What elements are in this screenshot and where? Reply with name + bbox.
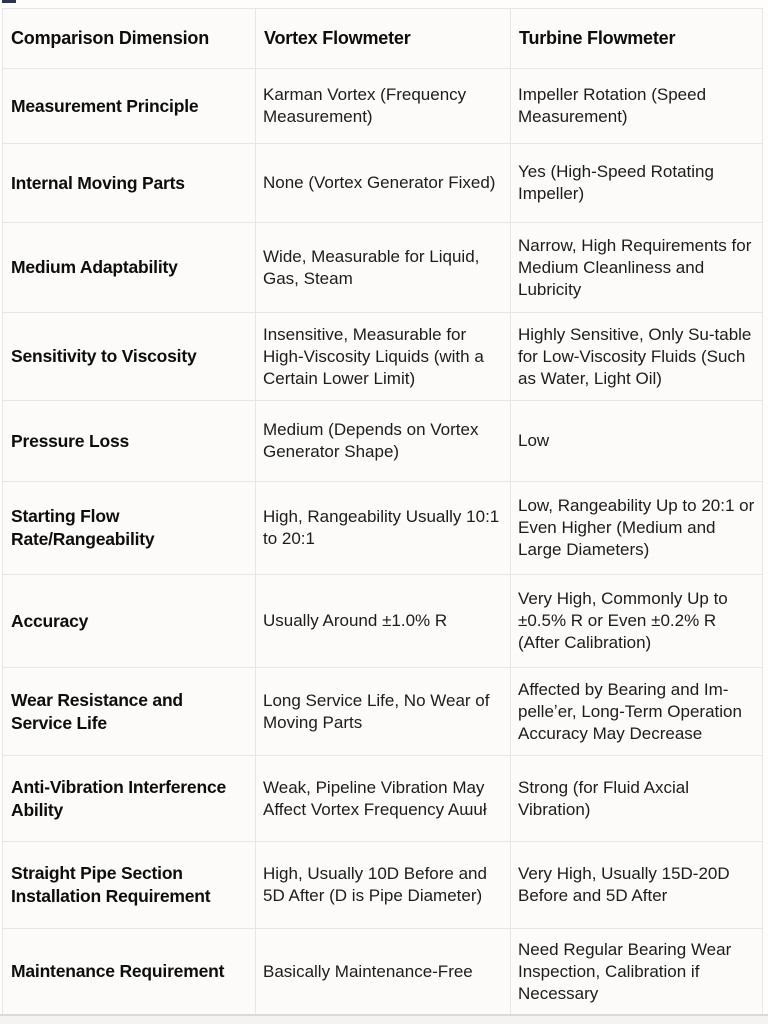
vortex-cell: Wide, Measurable for Liquid, Gas, Steam — [256, 223, 511, 313]
table-row — [3, 756, 763, 842]
row-label: Measurement Principle — [3, 69, 256, 144]
turbine-cell: Impeller Rotation (Speed Measurement) — [511, 69, 763, 144]
bottom-edge — [0, 1014, 768, 1024]
turbine-cell: Need Regular Bearing Wear Inspection, Calibration if Necessary — [511, 929, 763, 1015]
table-row — [3, 144, 763, 223]
table-row — [3, 668, 763, 756]
row-label: Accuracy — [3, 575, 256, 668]
table-row — [3, 929, 763, 1015]
row-label: Sensitivity to Viscosity — [3, 313, 256, 401]
table-row — [3, 482, 763, 575]
table-row — [3, 401, 763, 482]
vortex-cell: Medium (Depends on Vortex Generator Shape) — [256, 401, 511, 482]
column-header-turbine-flowmeter: Turbine Flowmeter — [511, 9, 763, 69]
row-label: Starting Flow Rate/Rangeability — [3, 482, 256, 575]
row-label: Wear Resistance and Service Life — [3, 668, 256, 756]
turbine-cell: Very High, Commonly Up to ±0.5% R or Even ±0.2% R (After Calibration) — [511, 575, 763, 668]
row-label: Straight Pipe Section Installation Requirement — [3, 842, 256, 929]
turbine-cell: Low, Rangeability Up to 20:1 or Even Higher (Medium and Large Diameters) — [511, 482, 763, 575]
row-label: Maintenance Requirement — [3, 929, 256, 1015]
vortex-cell: Long Service Life, No Wear of Moving Parts — [256, 668, 511, 756]
turbine-cell: Highly Sensitive, Only Su-table for Low-Viscosity Fluids (Such as Water, Light Oil) — [511, 313, 763, 401]
vortex-cell: High, Rangeability Usually 10:1 to 20:1 — [256, 482, 511, 575]
turbine-cell: Low — [511, 401, 763, 482]
corner-artifact — [2, 0, 16, 3]
table-row — [3, 313, 763, 401]
flowmeter-comparison-table — [2, 8, 763, 1015]
column-header-comparison-dimension: Comparison Dimension — [3, 9, 256, 69]
vortex-cell: None (Vortex Generator Fixed) — [256, 144, 511, 223]
turbine-cell: Affected by Bearing and Im-pelleʼer, Long-Term Operation Accuracy May Decrease — [511, 668, 763, 756]
table-row — [3, 842, 763, 929]
table-row — [3, 223, 763, 313]
turbine-cell: Narrow, High Requirements for Medium Cleanliness and Lubricity — [511, 223, 763, 313]
turbine-cell: Strong (for Fluid Axcial Vibration) — [511, 756, 763, 842]
vortex-cell: Karman Vortex (Frequency Measurement) — [256, 69, 511, 144]
vortex-cell: Insensitive, Measurable for High-Viscosity Liquids (with a Certain Lower Limit) — [256, 313, 511, 401]
header-row — [3, 9, 763, 69]
column-header-vortex-flowmeter: Vortex Flowmeter — [256, 9, 511, 69]
table-row — [3, 575, 763, 668]
row-label: Pressure Loss — [3, 401, 256, 482]
row-label: Anti-Vibration Interference Ability — [3, 756, 256, 842]
table-row — [3, 69, 763, 144]
vortex-cell: Usually Around ±1.0% R — [256, 575, 511, 668]
row-label: Internal Moving Parts — [3, 144, 256, 223]
vortex-cell: Weak, Pipeline Vibration May Affect Vortex Frequency Aɯuł — [256, 756, 511, 842]
vortex-cell: Basically Maintenance-Free — [256, 929, 511, 1015]
turbine-cell: Yes (High-Speed Rotating Impeller) — [511, 144, 763, 223]
vortex-cell: High, Usually 10D Before and 5D After (D is Pipe Diameter) — [256, 842, 511, 929]
turbine-cell: Very High, Usually 15D-20D Before and 5D After — [511, 842, 763, 929]
row-label: Medium Adaptability — [3, 223, 256, 313]
